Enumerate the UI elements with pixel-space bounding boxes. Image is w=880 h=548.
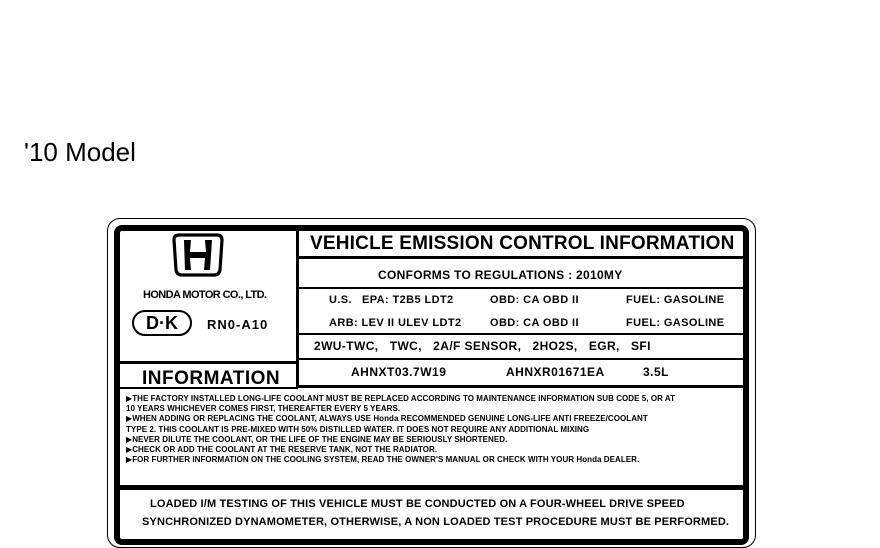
info-line: ▶NEVER DILUTE THE COOLANT, OR THE LIFE OF THE ENGINE MAY BE SERIOUSLY SHORTENED. xyxy=(126,434,508,444)
us-obd: OBD: CA OBD II xyxy=(490,294,579,306)
us-fuel: FUEL: GASOLINE xyxy=(626,294,725,306)
divider-left-section xyxy=(118,361,298,364)
divider-info-ids xyxy=(296,360,299,387)
emission-tech-list: 2WU-TWC, TWC, 2A/F SENSOR, 2HO2S, EGR, SFI xyxy=(314,339,651,353)
info-line: ▶FOR FURTHER INFORMATION ON THE COOLING SYSTEM, READ THE OWNER'S MANUAL OR CHECK WITH YOUR Honda DEALER. xyxy=(126,455,640,465)
displacement: 3.5L xyxy=(643,365,670,379)
arb-fuel: FUEL: GASOLINE xyxy=(626,317,725,329)
engine-family-id: AHNXT03.7W19 xyxy=(351,365,447,379)
im-testing-line-1: LOADED I/M TESTING OF THIS VEHICLE MUST BE CONDUCTED ON A FOUR-WHEEL DRIVE SPEED xyxy=(150,498,685,510)
dk-badge: D·K xyxy=(132,310,192,336)
us-region: U.S. xyxy=(329,294,352,306)
divider-under-specs xyxy=(297,333,745,335)
arb-region: ARB: LEV II ULEV LDT2 xyxy=(329,317,462,329)
honda-logo-icon xyxy=(170,232,226,278)
divider-under-title xyxy=(297,256,745,259)
info-line: ▶CHECK OR ADD THE COOLANT AT THE RESERVE TANK, NOT THE RADIATOR. xyxy=(126,445,438,455)
information-heading: INFORMATION xyxy=(142,368,281,389)
arb-obd: OBD: CA OBD II xyxy=(490,317,579,329)
divider-above-bottom xyxy=(118,485,745,490)
divider-info-box-left xyxy=(118,361,120,389)
conforms-line: CONFORMS TO REGULATIONS : 2010MY xyxy=(378,268,623,282)
model-caption: '10 Model xyxy=(24,137,136,167)
info-line: TYPE 2. THIS COOLANT IS PRE-MIXED WITH 50% DISTILLED WATER. IT DOES NOT REQUIRE ANY ADDITIONAL MIXING xyxy=(126,424,590,434)
us-epa: EPA: T2B5 LDT2 xyxy=(362,294,454,306)
information-text xyxy=(126,394,746,465)
divider-under-conforms xyxy=(297,287,745,289)
im-testing-line-2: SYNCHRONIZED DYNAMOMETER, OTHERWISE, A NON LOADED TEST PROCEDURE MUST BE PERFORMED. xyxy=(142,516,730,528)
divider-under-tech xyxy=(297,358,745,360)
label-title: VEHICLE EMISSION CONTROL INFORMATION xyxy=(310,233,735,254)
info-line: 10 YEARS WHICHEVER COMES FIRST, THEREAFTER EVERY 5 YEARS. xyxy=(126,404,401,414)
divider-under-ids xyxy=(296,385,745,388)
label-code: RN0-A10 xyxy=(207,317,269,332)
info-line: ▶WHEN ADDING OR REPLACING THE COOLANT, ALWAYS USE Honda RECOMMENDED GENUINE LONG-LIFE ANTI FREEZE/COOLANT xyxy=(126,414,648,424)
info-line: ▶THE FACTORY INSTALLED LONG-LIFE COOLANT MUST BE REPLACED ACCORDING TO MAINTENANCE INFORMATION SUB CODE 5, OR AT xyxy=(126,394,676,403)
evap-family-id: AHNXR01671EA xyxy=(506,365,605,379)
manufacturer-name: HONDA MOTOR CO., LTD. xyxy=(143,289,267,301)
